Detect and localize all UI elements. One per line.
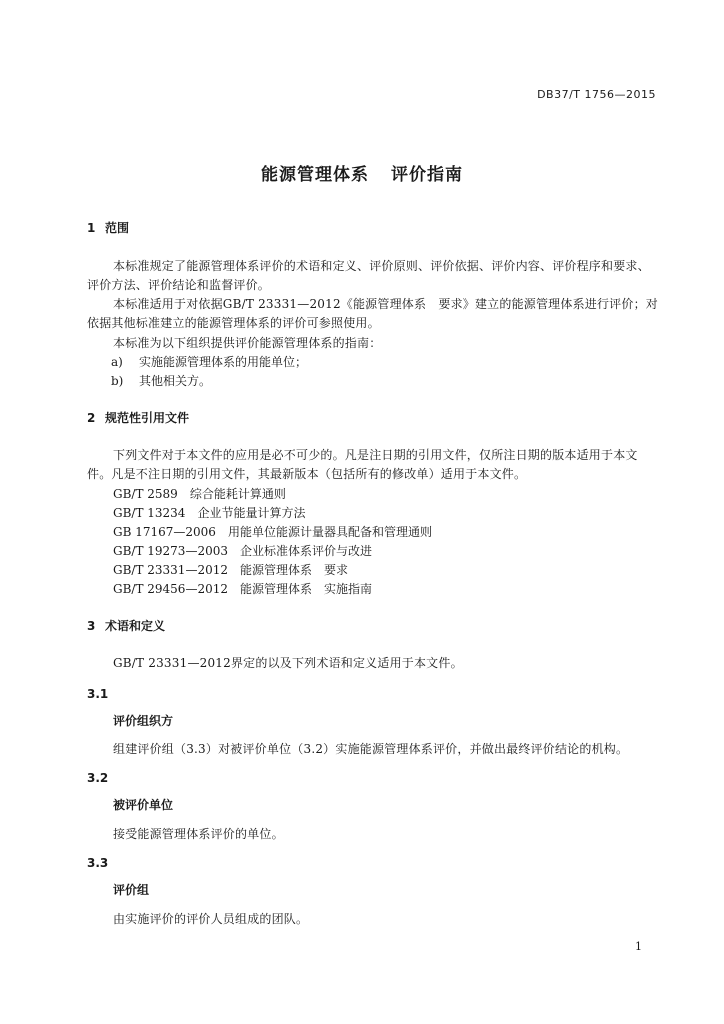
section-2-heading — [87, 410, 189, 426]
reference-item — [113, 543, 372, 559]
paragraph: GB/T 23331—2012界定的以及下列术语和定义适用于本文件。 — [113, 656, 463, 670]
list-text: 实施能源管理体系的用能单位； — [139, 355, 308, 369]
term-definition: 接受能源管理体系评价的单位。 — [113, 827, 284, 841]
reference-code: GB 17167—2006 — [113, 525, 216, 539]
paragraph: 本标准规定了能源管理体系评价的术语和定义、评价原则、评价依据、评价内容、评价程序和要求、 — [113, 259, 650, 273]
section-1-heading — [87, 220, 129, 236]
title-part-2: 评价指南 — [391, 165, 463, 185]
title-part-1: 能源管理体系 — [261, 165, 369, 185]
reference-title: 综合能耗计算通则 — [189, 487, 286, 501]
list-text: 其他相关方。 — [139, 374, 212, 388]
list-marker: b) — [111, 374, 124, 388]
section-title: 规范性引用文件 — [105, 411, 190, 425]
section-number: 3 — [87, 619, 96, 633]
reference-item — [113, 486, 286, 502]
paragraph: 下列文件对于本文件的应用是必不可少的。凡是注日期的引用文件，仅所注日期的版本适用于本文 — [113, 448, 638, 462]
document-title — [0, 160, 724, 185]
term-number: 3.2 — [87, 771, 109, 785]
section-number: 1 — [87, 221, 96, 235]
list-item — [111, 373, 211, 389]
paragraph: 评价方法、评价结论和监督评价。 — [87, 278, 271, 292]
reference-title: 企业节能量计算方法 — [197, 506, 306, 520]
term-number: 3.1 — [87, 687, 109, 701]
reference-item — [113, 581, 372, 597]
term-number: 3.3 — [87, 856, 109, 870]
section-title: 术语和定义 — [105, 619, 166, 633]
reference-code: GB/T 13234 — [113, 506, 186, 520]
reference-code: GB/T 2589 — [113, 487, 178, 501]
list-marker: a) — [111, 355, 123, 369]
reference-item — [113, 562, 348, 578]
reference-title: 企业标准体系评价与改进 — [239, 544, 372, 558]
reference-code: GB/T 29456—2012 — [113, 582, 228, 596]
section-number: 2 — [87, 411, 96, 425]
term-definition: 组建评价组（3.3）对被评价单位（3.2）实施能源管理体系评价，并做出最终评价结论的机构。 — [113, 742, 629, 756]
paragraph: 本标准为以下组织提供评价能源管理体系的指南： — [113, 336, 382, 350]
reference-title: 能源管理体系 实施指南 — [239, 582, 372, 596]
section-title: 范围 — [105, 221, 130, 235]
reference-code: GB/T 23331—2012 — [113, 563, 228, 577]
reference-item — [113, 524, 432, 540]
reference-item — [113, 505, 305, 521]
paragraph: 件。凡是不注日期的引用文件，其最新版本（包括所有的修改单）适用于本文件。 — [87, 467, 527, 481]
section-3-heading — [87, 618, 165, 634]
term-name: 评价组 — [113, 883, 150, 897]
reference-title: 用能单位能源计量器具配备和管理通则 — [227, 525, 432, 539]
term-name: 被评价单位 — [113, 798, 174, 812]
reference-code: GB/T 19273—2003 — [113, 544, 228, 558]
reference-title: 能源管理体系 要求 — [239, 563, 348, 577]
page-number: 1 — [635, 940, 642, 953]
standard-code: DB37/T 1756—2015 — [537, 88, 656, 101]
paragraph: 本标准适用于对依据GB/T 23331—2012《能源管理体系 要求》建立的能源管理体系进行评价；对 — [113, 297, 658, 311]
term-definition: 由实施评价的评价人员组成的团队。 — [113, 912, 309, 926]
paragraph: 依据其他标准建立的能源管理体系的评价可参照使用。 — [87, 316, 380, 330]
list-item — [111, 354, 307, 370]
term-name: 评价组织方 — [113, 714, 174, 728]
